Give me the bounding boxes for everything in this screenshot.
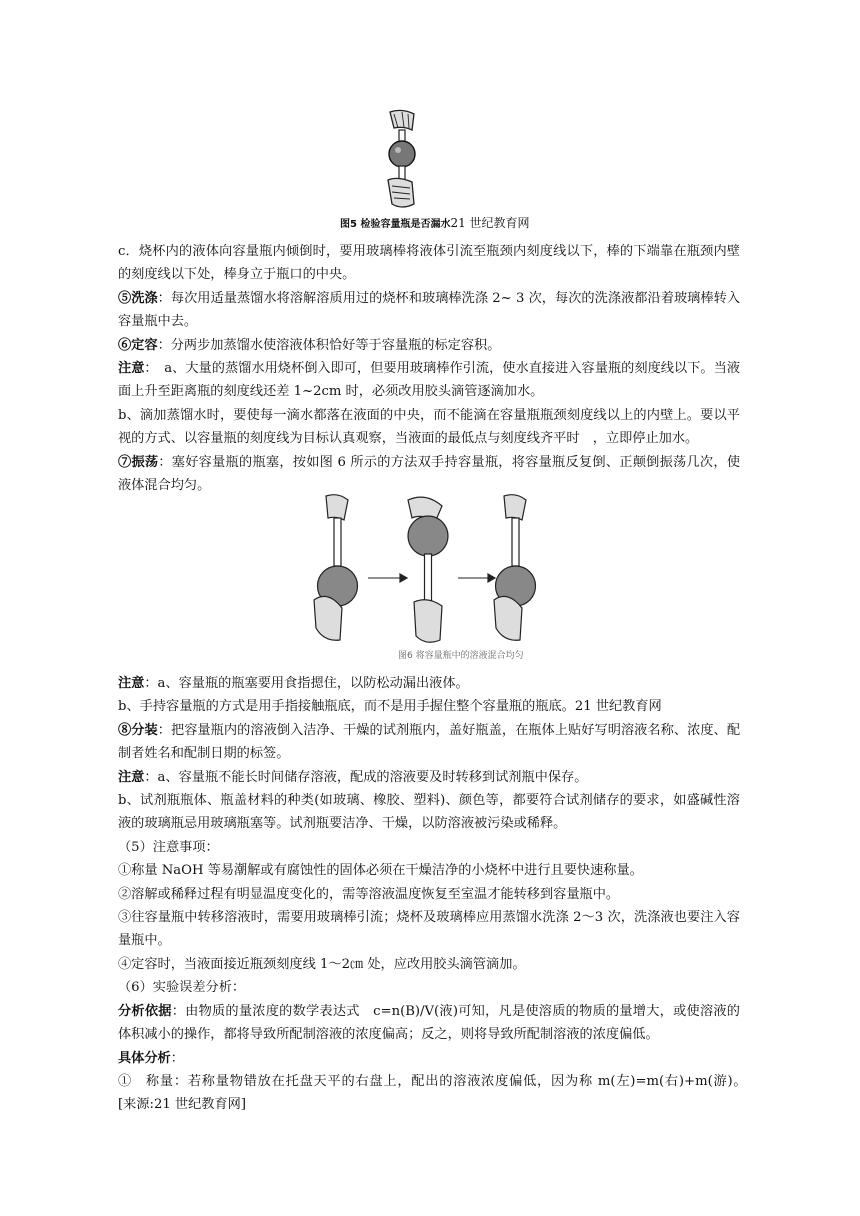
text-section-1: [118, 240, 740, 497]
paragraph: ⑦振荡：塞好容量瓶的瓶塞，按如图 6 所示的方法双手持容量瓶，将容量瓶反复倒、正颠倒振荡几次，使液体混合均匀。: [118, 454, 741, 494]
paragraph: ① 称量：若称量物错放在托盘天平的右盘上，配出的溶液浓度偏低，因为称 m(左)=m(右)+m(游)。 [来源:21 世纪教育网]: [118, 1073, 767, 1113]
paragraph: （6）实验误差分析：: [118, 980, 246, 996]
figure-5: [340, 108, 580, 233]
paragraph: ③往容量瓶中转移溶液时，需要用玻璃棒引流；烧杯及玻璃棒应用蒸馏水洗涤 2～3 次，洗涤液也要注入容量瓶中。: [118, 910, 740, 949]
figure-6-caption: 图6 将容量瓶中的溶液混合均匀: [398, 651, 524, 661]
paragraph: ⑤洗涤：每次用适量蒸馏水将溶解溶质用过的烧杯和玻璃棒洗涤 2~ 3 次，每次的洗涤液都沿着玻璃棒转入容量瓶中去。: [118, 290, 741, 330]
paragraph: 分析依据：由物质的量浓度的数学表达式 c=n(B)/V(液)可知，凡是使溶质的物质的量增大，或使溶液的体积减小的操作，都将导致所配制溶液的浓度偏高；反之，则将导致所配制溶液的浓度偏低。: [118, 1003, 740, 1043]
figure-5-caption-suffix: 21 世纪教育网: [450, 216, 530, 230]
volumetric-flask-leak-test-icon: [372, 108, 432, 212]
paragraph: ②溶解或稀释过程有明显温度变化的，需等溶液温度恢复至室温才能转移到容量瓶中。: [118, 886, 620, 902]
paragraph: 具体分析：: [118, 1050, 184, 1066]
paragraph: ④定容时，当液面接近瓶颈刻度线 1～2㎝ 处，应改用胶头滴管滴加。: [118, 956, 526, 972]
paragraph: b、试剂瓶瓶体、瓶盖材料的种类(如玻璃、橡胶、塑料)、颜色等，都要符合试剂储存的要求，如盛碱性溶液的玻璃瓶忌用玻璃瓶塞等。试剂瓶要洁净、干燥，以防溶液被污染或稀释。: [118, 793, 740, 832]
paragraph: 注意：a、容量瓶的瓶塞要用食指摁住，以防松动漏出液体。: [118, 676, 469, 691]
paragraph: （5）注意事项：: [118, 839, 219, 855]
figure-6: [308, 490, 548, 665]
figure-5-caption: [340, 214, 580, 231]
paragraph: ⑧分装：把容量瓶内的溶液倒入洁净、干燥的试剂瓶内，盖好瓶盖，在瓶体上贴好写明溶液名称、浓度、配制者姓名和配制日期的标签。: [118, 722, 741, 762]
paragraph: ⑥定容：分两步加蒸馏水使溶液体积恰好等于容量瓶的标定容积。: [118, 337, 501, 353]
paragraph: b、手持容量瓶的方式是用手指接触瓶底，而不是用手握住整个容量瓶的瓶底。21 世纪教育网: [118, 699, 662, 715]
paragraph: b、滴加蒸馏水时，要使每一滴水都落在液面的中央，而不能滴在容量瓶瓶颈刻度线以上的内壁上。要以平视的方式、以容量瓶的刻度线为目标认真观察，当液面的最低点与刻度线齐平时 ，立即停止加水。: [118, 407, 740, 447]
volumetric-flask-shaking-icon: [308, 490, 548, 648]
text-section-2: [118, 672, 767, 1117]
paragraph: 注意： a、大量的蒸馏水用烧杯倒入即可，但要用玻璃棒作引流，使水直接进入容量瓶的刻度线以下。当液面上升至距离瓶的刻度线还差 1~2cm 时，必须改用胶头滴管逐滴加水。: [118, 361, 741, 400]
paragraph: c．烧杯内的液体向容量瓶内倾倒时，要用玻璃棒将液体引流至瓶颈内刻度线以下，棒的下端靠在瓶颈内壁的刻度线以下处，棒身立于瓶口的中央。: [118, 244, 740, 283]
figure-5-caption-text: 图5 检验容量瓶是否漏水: [340, 219, 451, 230]
paragraph: ①称量 NaOH 等易潮解或有腐蚀性的固体必须在干燥洁净的小烧杯中进行且要快速称量。: [118, 863, 643, 879]
paragraph: 注意：a、容量瓶不能长时间储存溶液，配成的溶液要及时转移到试剂瓶中保存。: [118, 769, 588, 785]
